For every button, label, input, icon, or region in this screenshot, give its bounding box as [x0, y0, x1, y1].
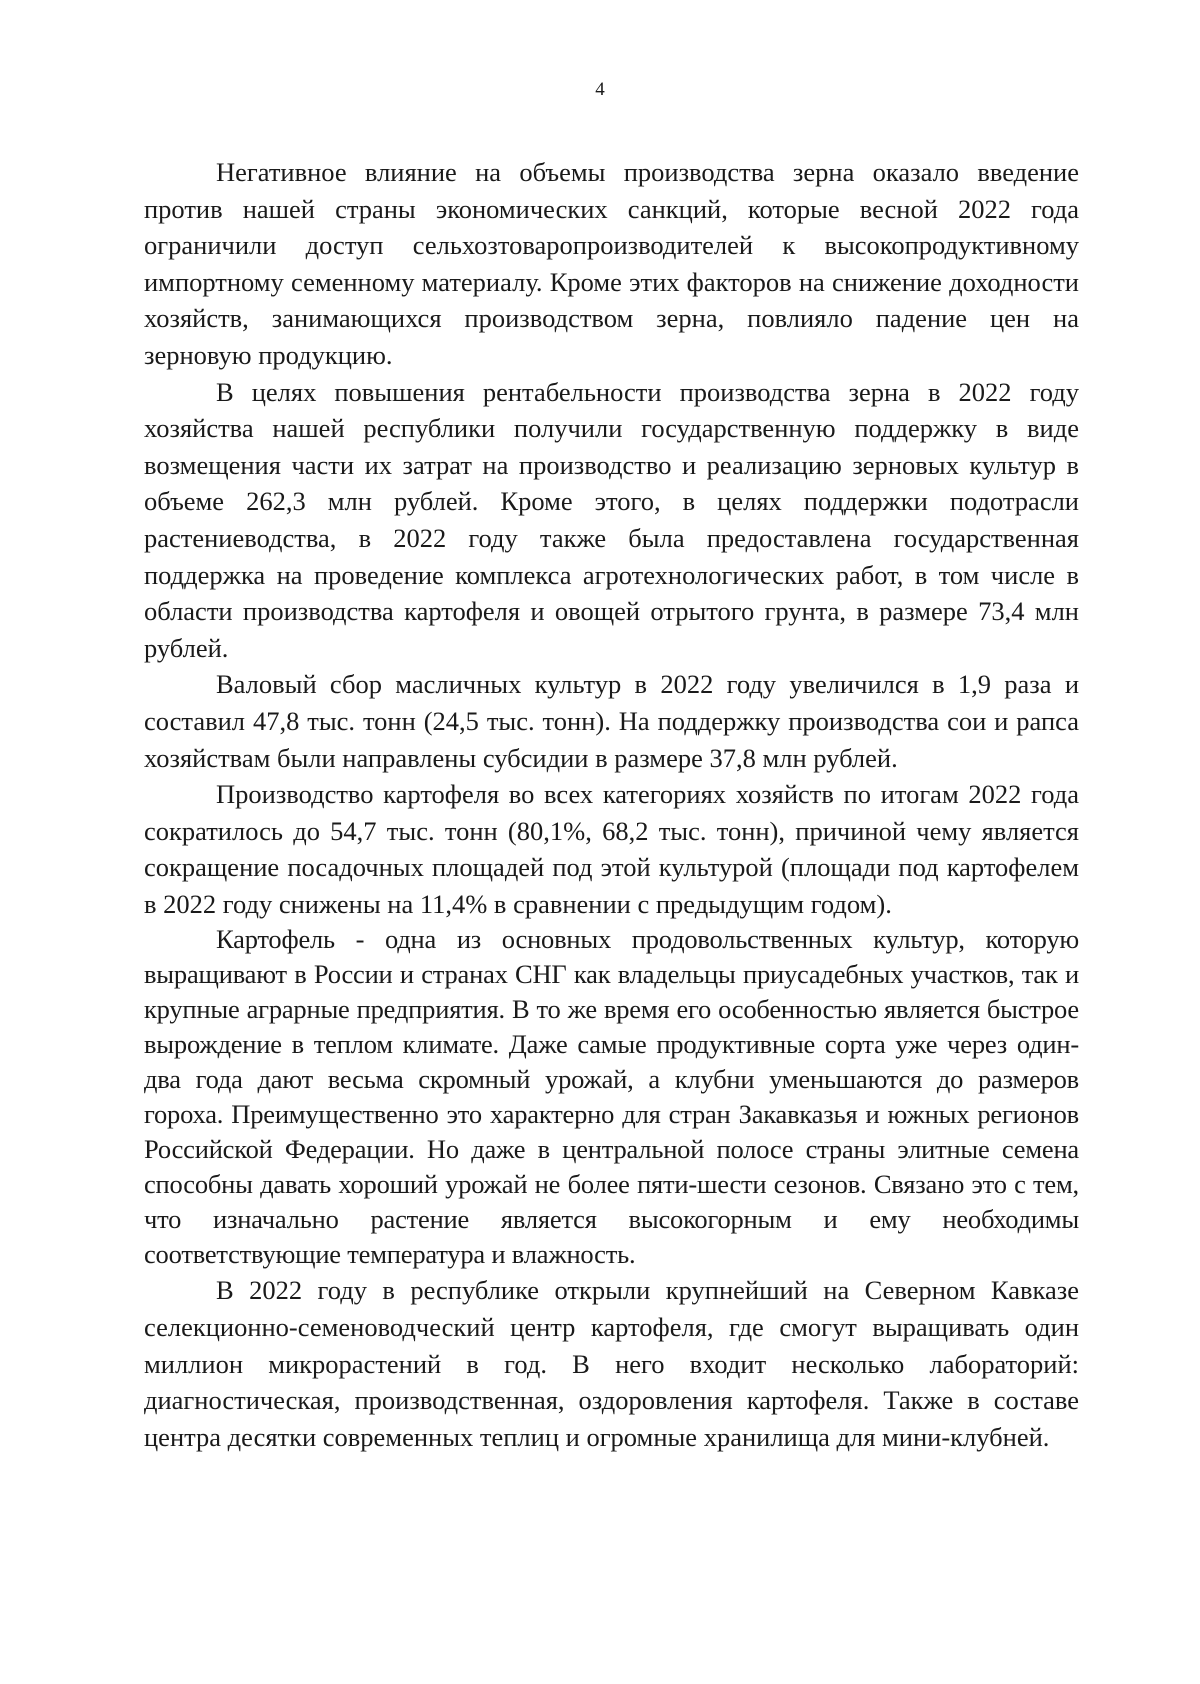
document-body: [144, 154, 1079, 1455]
paragraph-potato-production: Производство картофеля во всех категориях хозяйств по итогам 2022 года сократилось до 54,7 тыс. тонн (80,1%, 68,2 тыс. тонн), причиной чему является сокращение посадочных площадей под этой культурой (площади под картофелем в 2022 году снижены на 11,4% в сравнении с предыдущим годом).: [144, 779, 1079, 919]
paragraph-sanctions: Негативное влияние на объемы производства зерна оказало введение против нашей страны экономических санкций, которые весной 2022 года ограничили доступ сельхозтоваропроизводителей к высокопродуктивному импортному семенному материалу. Кроме этих факторов на снижение доходности хозяйств, занимающихся производством зерна, повлияло падение цен на зерновую продукцию.: [144, 157, 1079, 370]
paragraph-oilseeds: Валовый сбор масличных культур в 2022 году увеличился в 1,9 раза и составил 47,8 тыс. тонн (24,5 тыс. тонн). На поддержку производства сои и рапса хозяйствам были направлены субсидии в размере 37,8 млн рублей.: [144, 669, 1079, 773]
paragraph-potato-degeneration: Картофель - одна из основных продовольственных культур, которую выращивают в России и странах СНГ как владельцы приусадебных участков, так и крупные аграрные предприятия. В то же время его особенностью является быстрое вырождение в теплом климате. Даже самые продуктивные сорта уже через один-два года дают весьма скромный урожай, а клубни уменьшаются до размеров гороха. Преимущественно это характерно для стран Закавказья и южных регионов Российской Федерации. Но даже в центральной полосе страны элитные семена способны давать хороший урожай не более пяти-шести сезонов. Связано это с тем, что изначально растение является высокогорным и ему необходимы соответствующие температура и влажность.: [144, 924, 1079, 1270]
page-number: 4: [595, 79, 605, 100]
paragraph-state-support: В целях повышения рентабельности производства зерна в 2022 году хозяйства нашей республики получили государственную поддержку в виде возмещения части их затрат на производство и реализацию зерновых культур в объеме 262,3 млн рублей. Кроме этого, в целях поддержки подотрасли растениеводства, в 2022 году также была предоставлена государственная поддержка на проведение комплекса агротехнологических работ, в том числе в области производства картофеля и овощей отрытого грунта, в размере 73,4 млн рублей.: [144, 376, 1079, 663]
paragraph-breeding-center: В 2022 году в республике открыли крупнейший на Северном Кавказе селекционно-семеноводческий центр картофеля, где смогут выращивать один миллион микрорастений в год. В него входит несколько лабораторий: диагностическая, производственная, оздоровления картофеля. Также в составе центра десятки современных теплиц и огромные хранилища для мини-клубней.: [144, 1275, 1079, 1452]
